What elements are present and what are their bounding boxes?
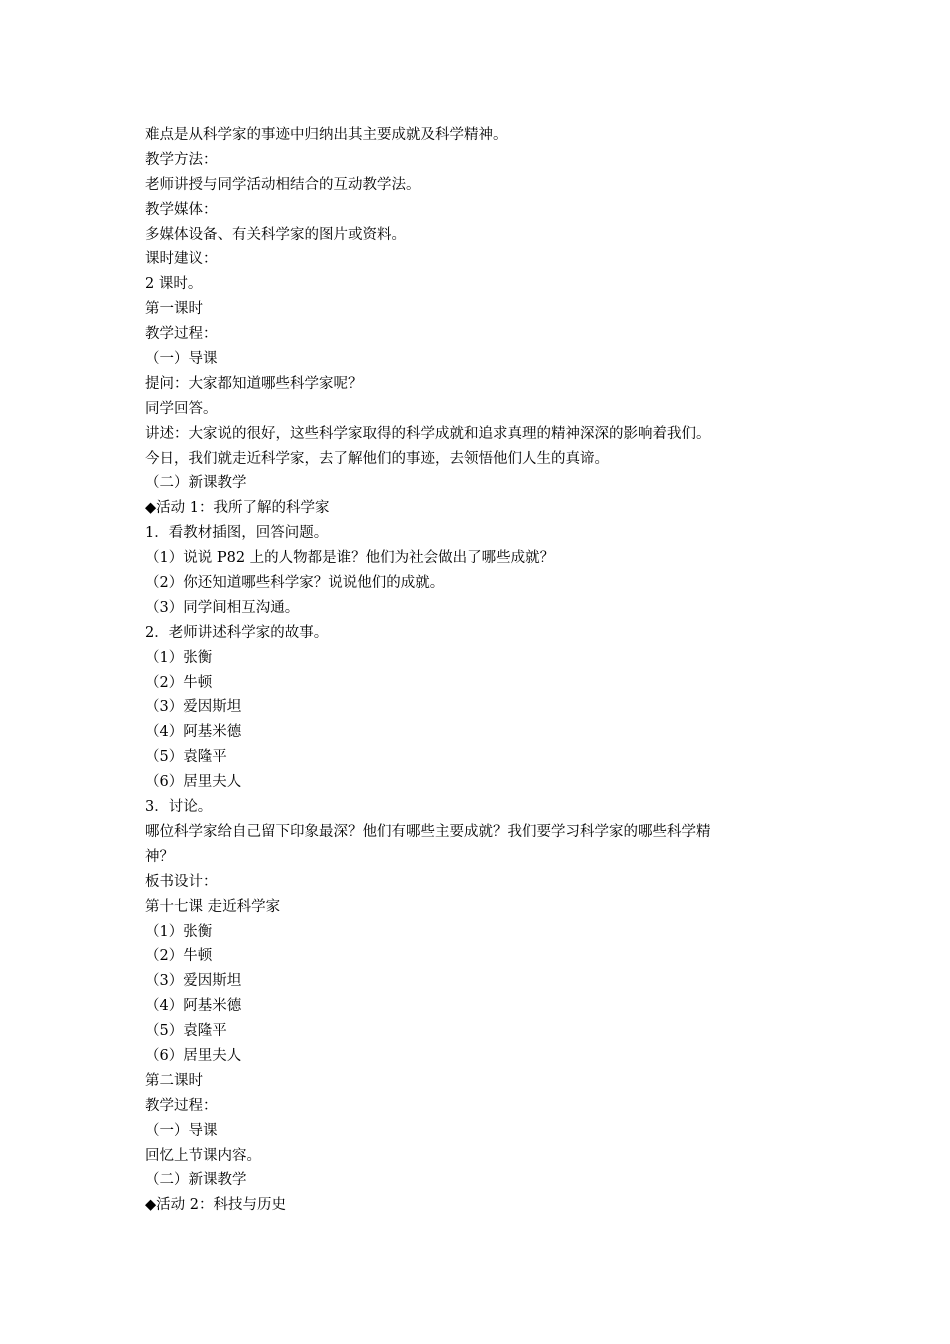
text-line: 今日，我们就走近科学家，去了解他们的事迹，去领悟他们人生的真谛。 — [145, 450, 609, 467]
text-line: （2）你还知道哪些科学家？说说他们的成就。 — [145, 575, 445, 592]
text-line: 第一课时 — [145, 301, 203, 318]
text-line: （一）导课 — [145, 1122, 218, 1139]
text-line: 讲述：大家说的很好，这些科学家取得的科学成就和追求真理的精神深深的影响着我们。 — [145, 425, 711, 442]
text-line: 2 课时。 — [145, 276, 203, 293]
text-line: （3）同学间相互沟通。 — [145, 599, 300, 616]
text-line: （1）说说 P82 上的人物都是谁？他们为社会做出了哪些成就？ — [145, 550, 555, 567]
text-line: （4）阿基米德 — [145, 724, 242, 741]
text-line: （3）爱因斯坦 — [145, 699, 242, 716]
text-line: 教学方法： — [145, 151, 218, 168]
text-line: 同学回答。 — [145, 400, 218, 417]
text-line: 2．老师讲述科学家的故事。 — [145, 624, 329, 641]
text-line: 难点是从科学家的事迹中归纳出其主要成就及科学精神。 — [145, 127, 508, 143]
text-line: （3）爱因斯坦 — [145, 973, 242, 990]
text-line: （2）牛顿 — [145, 948, 213, 965]
text-line: ◆活动 2：科技与历史 — [145, 1197, 286, 1214]
document-body — [145, 123, 810, 1218]
text-line: 提问：大家都知道哪些科学家呢？ — [145, 375, 363, 392]
text-line: 板书设计： — [145, 873, 218, 890]
text-line: 3．讨论。 — [145, 799, 213, 816]
text-line: （一）导课 — [145, 351, 218, 368]
text-line: （1）张衡 — [145, 923, 213, 940]
text-line: （6）居里夫人 — [145, 774, 242, 791]
text-line: 课时建议： — [145, 251, 218, 268]
text-line: （6）居里夫人 — [145, 1047, 242, 1064]
text-line: （二）新课教学 — [145, 1172, 247, 1189]
text-line: 教学媒体： — [145, 201, 218, 218]
text-line: 1．看教材插图，回答问题。 — [145, 525, 329, 542]
text-line: 神？ — [145, 848, 174, 865]
text-line: （2）牛顿 — [145, 674, 213, 691]
text-line: 教学过程： — [145, 326, 218, 343]
text-line: 第十七课 走近科学家 — [145, 898, 281, 915]
text-line: （1）张衡 — [145, 649, 213, 666]
text-line: （5）袁隆平 — [145, 1023, 227, 1040]
text-line: ◆活动 1：我所了解的科学家 — [145, 500, 330, 517]
text-line: 回忆上节课内容。 — [145, 1147, 261, 1164]
text-line: （5）袁隆平 — [145, 749, 227, 766]
text-line: 哪位科学家给自己留下印象最深？他们有哪些主要成就？我们要学习科学家的哪些科学精 — [145, 823, 711, 840]
text-line: 多媒体设备、有关科学家的图片或资料。 — [145, 226, 406, 243]
text-line: 第二课时 — [145, 1072, 203, 1089]
text-line: （4）阿基米德 — [145, 998, 242, 1015]
text-line: （二）新课教学 — [145, 475, 247, 492]
text-line: 教学过程： — [145, 1097, 218, 1114]
text-line: 老师讲授与同学活动相结合的互动教学法。 — [145, 176, 421, 193]
